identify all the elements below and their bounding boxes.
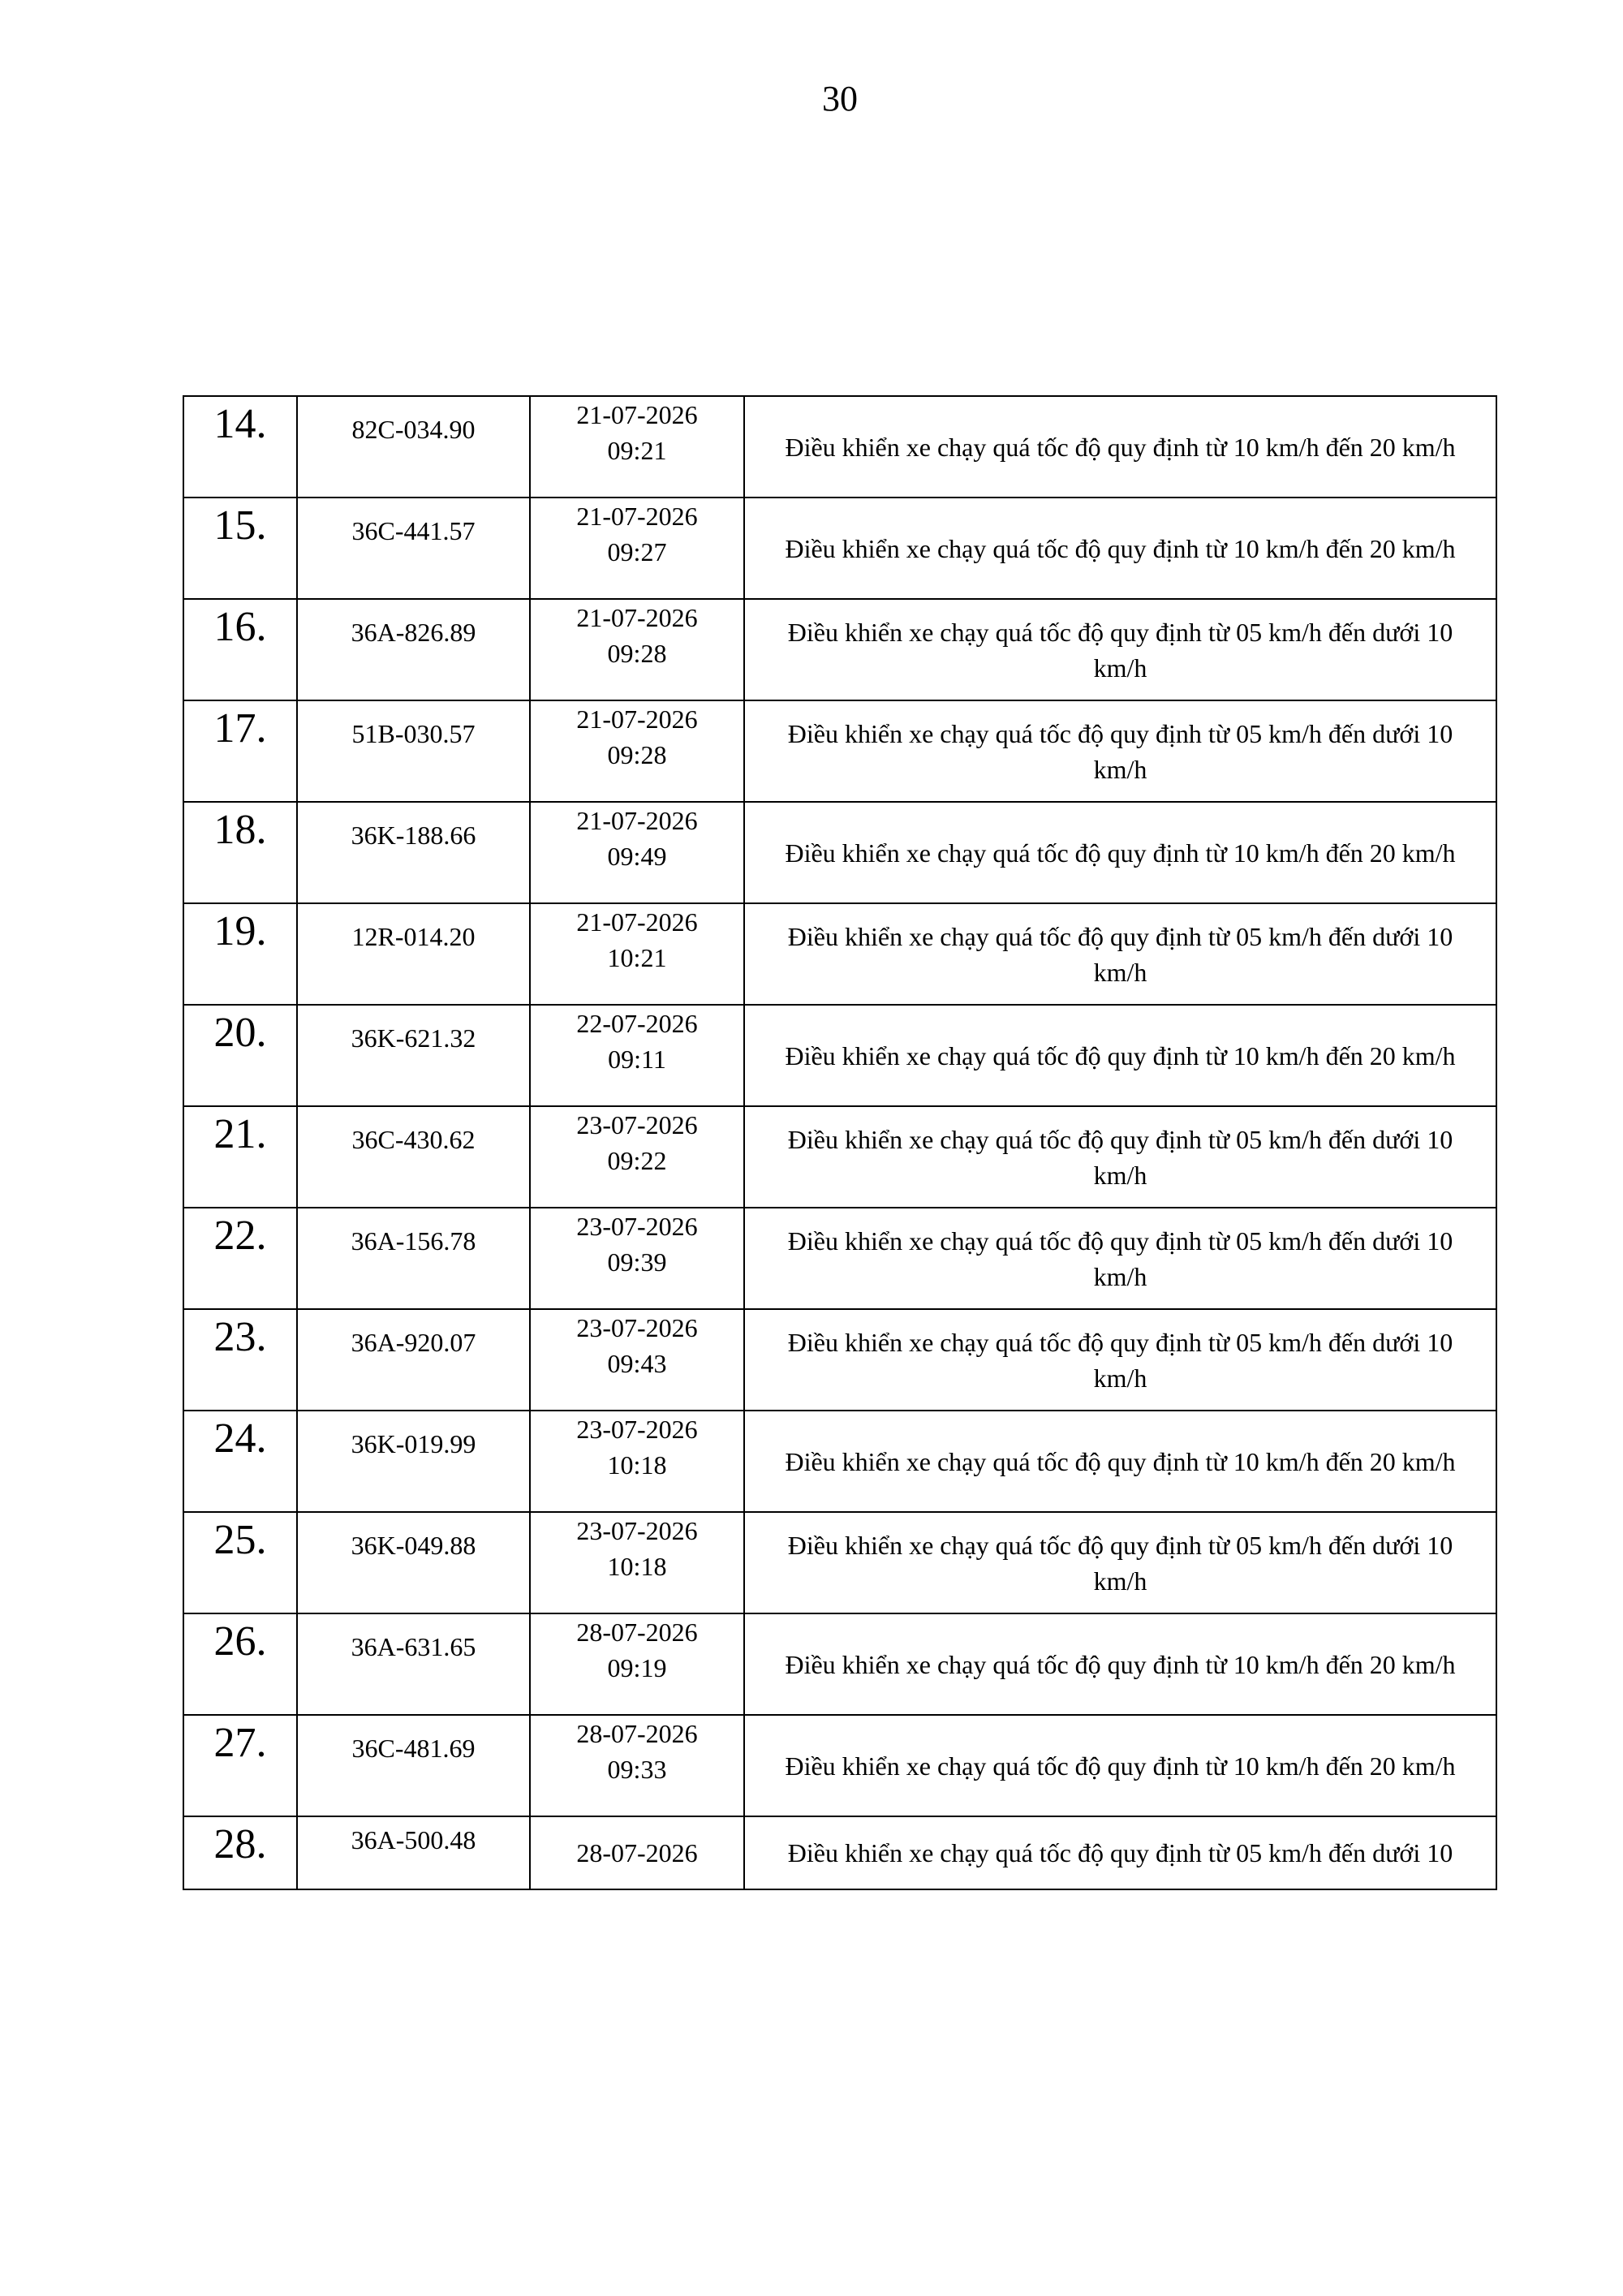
- row-index: 28.: [183, 1816, 297, 1889]
- violation-time: 09:49: [607, 842, 667, 871]
- table-row: [183, 700, 1496, 802]
- violation-datetime: [530, 1208, 744, 1309]
- violation-time: 09:33: [607, 1755, 667, 1784]
- violation-date: 21-07-2026: [576, 806, 698, 835]
- violation-time: 09:28: [607, 639, 667, 668]
- violation-description: Điều khiển xe chạy quá tốc độ quy định từ 05 km/h đến dưới 10 km/h: [744, 599, 1496, 700]
- table-row: [183, 802, 1496, 903]
- license-plate: 36K-019.99: [297, 1411, 530, 1512]
- license-plate: 36A-920.07: [297, 1309, 530, 1411]
- violation-description: Điều khiển xe chạy quá tốc độ quy định từ 05 km/h đến dưới 10 km/h: [744, 1106, 1496, 1208]
- violation-date: 23-07-2026: [576, 1313, 698, 1342]
- row-index: 25.: [183, 1512, 297, 1613]
- table-row: [183, 1816, 1496, 1889]
- table-row: [183, 1715, 1496, 1816]
- violation-datetime: [530, 1715, 744, 1816]
- row-index: 27.: [183, 1715, 297, 1816]
- row-index: 26.: [183, 1613, 297, 1715]
- violation-time: 09:19: [607, 1653, 667, 1682]
- violation-date: 23-07-2026: [576, 1110, 698, 1139]
- violation-date: 21-07-2026: [576, 907, 698, 937]
- license-plate: 36C-481.69: [297, 1715, 530, 1816]
- table-row: [183, 1208, 1496, 1309]
- violation-time: 09:11: [608, 1045, 666, 1074]
- violation-description: Điều khiển xe chạy quá tốc độ quy định từ 05 km/h đến dưới 10 km/h: [744, 1309, 1496, 1411]
- violations-table: [183, 395, 1497, 1890]
- violation-datetime: [530, 1816, 744, 1889]
- license-plate: 51B-030.57: [297, 700, 530, 802]
- violation-date: 23-07-2026: [576, 1212, 698, 1241]
- violation-description: Điều khiển xe chạy quá tốc độ quy định từ 10 km/h đến 20 km/h: [744, 1715, 1496, 1816]
- license-plate: 36C-430.62: [297, 1106, 530, 1208]
- violation-time: 09:27: [607, 537, 667, 566]
- violation-date: 28-07-2026: [576, 1719, 698, 1748]
- violation-time: 09:21: [607, 436, 667, 465]
- violation-datetime: [530, 1309, 744, 1411]
- violation-description: Điều khiển xe chạy quá tốc độ quy định từ 10 km/h đến 20 km/h: [744, 1411, 1496, 1512]
- violation-datetime: [530, 700, 744, 802]
- row-index: 15.: [183, 498, 297, 599]
- page-number: 30: [822, 79, 858, 118]
- violation-description: Điều khiển xe chạy quá tốc độ quy định từ 05 km/h đến dưới 10: [744, 1816, 1496, 1889]
- license-plate: 36A-500.48: [297, 1816, 530, 1889]
- violation-date: 28-07-2026: [576, 1618, 698, 1647]
- violation-datetime: [530, 1613, 744, 1715]
- table-row: [183, 1512, 1496, 1613]
- violation-datetime: [530, 498, 744, 599]
- table-row: [183, 1309, 1496, 1411]
- violation-datetime: [530, 599, 744, 700]
- violation-description: Điều khiển xe chạy quá tốc độ quy định từ 10 km/h đến 20 km/h: [744, 1613, 1496, 1715]
- license-plate: 36A-826.89: [297, 599, 530, 700]
- violation-datetime: [530, 1106, 744, 1208]
- row-index: 20.: [183, 1005, 297, 1106]
- violation-date: 22-07-2026: [576, 1009, 698, 1038]
- license-plate: 36K-049.88: [297, 1512, 530, 1613]
- violation-time: 09:39: [607, 1247, 667, 1277]
- violation-description: Điều khiển xe chạy quá tốc độ quy định từ 10 km/h đến 20 km/h: [744, 1005, 1496, 1106]
- license-plate: 82C-034.90: [297, 396, 530, 498]
- violation-time: 10:21: [607, 943, 667, 972]
- license-plate: 36C-441.57: [297, 498, 530, 599]
- table-row: [183, 903, 1496, 1005]
- row-index: 22.: [183, 1208, 297, 1309]
- table-row: [183, 599, 1496, 700]
- row-index: 19.: [183, 903, 297, 1005]
- violation-date: 23-07-2026: [576, 1415, 698, 1444]
- violation-datetime: [530, 802, 744, 903]
- violation-datetime: [530, 903, 744, 1005]
- violation-datetime: [530, 1005, 744, 1106]
- violation-date: 21-07-2026: [576, 400, 698, 429]
- violation-date: 21-07-2026: [576, 502, 698, 531]
- violation-datetime: [530, 396, 744, 498]
- violation-description: Điều khiển xe chạy quá tốc độ quy định từ 05 km/h đến dưới 10 km/h: [744, 903, 1496, 1005]
- violation-description: Điều khiển xe chạy quá tốc độ quy định từ 05 km/h đến dưới 10 km/h: [744, 1208, 1496, 1309]
- row-index: 23.: [183, 1309, 297, 1411]
- violation-description: Điều khiển xe chạy quá tốc độ quy định từ 10 km/h đến 20 km/h: [744, 498, 1496, 599]
- violation-date: 28-07-2026: [576, 1838, 698, 1867]
- violation-date: 21-07-2026: [576, 603, 698, 632]
- violation-date: 21-07-2026: [576, 704, 698, 734]
- violation-time: 10:18: [607, 1552, 667, 1581]
- violation-description: Điều khiển xe chạy quá tốc độ quy định từ 05 km/h đến dưới 10 km/h: [744, 1512, 1496, 1613]
- table-row: [183, 498, 1496, 599]
- violation-date: 23-07-2026: [576, 1516, 698, 1545]
- row-index: 18.: [183, 802, 297, 903]
- license-plate: 36A-631.65: [297, 1613, 530, 1715]
- table-row: [183, 1106, 1496, 1208]
- violation-time: 09:28: [607, 740, 667, 769]
- table-row: [183, 396, 1496, 498]
- license-plate: 36K-188.66: [297, 802, 530, 903]
- violation-description: Điều khiển xe chạy quá tốc độ quy định từ 10 km/h đến 20 km/h: [744, 396, 1496, 498]
- row-index: 24.: [183, 1411, 297, 1512]
- table-row: [183, 1411, 1496, 1512]
- license-plate: 36A-156.78: [297, 1208, 530, 1309]
- row-index: 21.: [183, 1106, 297, 1208]
- violation-datetime: [530, 1411, 744, 1512]
- violation-time: 10:18: [607, 1450, 667, 1480]
- table-row: [183, 1005, 1496, 1106]
- license-plate: 12R-014.20: [297, 903, 530, 1005]
- violation-description: Điều khiển xe chạy quá tốc độ quy định từ 10 km/h đến 20 km/h: [744, 802, 1496, 903]
- violation-time: 09:43: [607, 1349, 667, 1378]
- table-row: [183, 1613, 1496, 1715]
- violation-description: Điều khiển xe chạy quá tốc độ quy định từ 05 km/h đến dưới 10 km/h: [744, 700, 1496, 802]
- row-index: 16.: [183, 599, 297, 700]
- violation-time: 09:22: [607, 1146, 667, 1175]
- row-index: 17.: [183, 700, 297, 802]
- row-index: 14.: [183, 396, 297, 498]
- violation-datetime: [530, 1512, 744, 1613]
- license-plate: 36K-621.32: [297, 1005, 530, 1106]
